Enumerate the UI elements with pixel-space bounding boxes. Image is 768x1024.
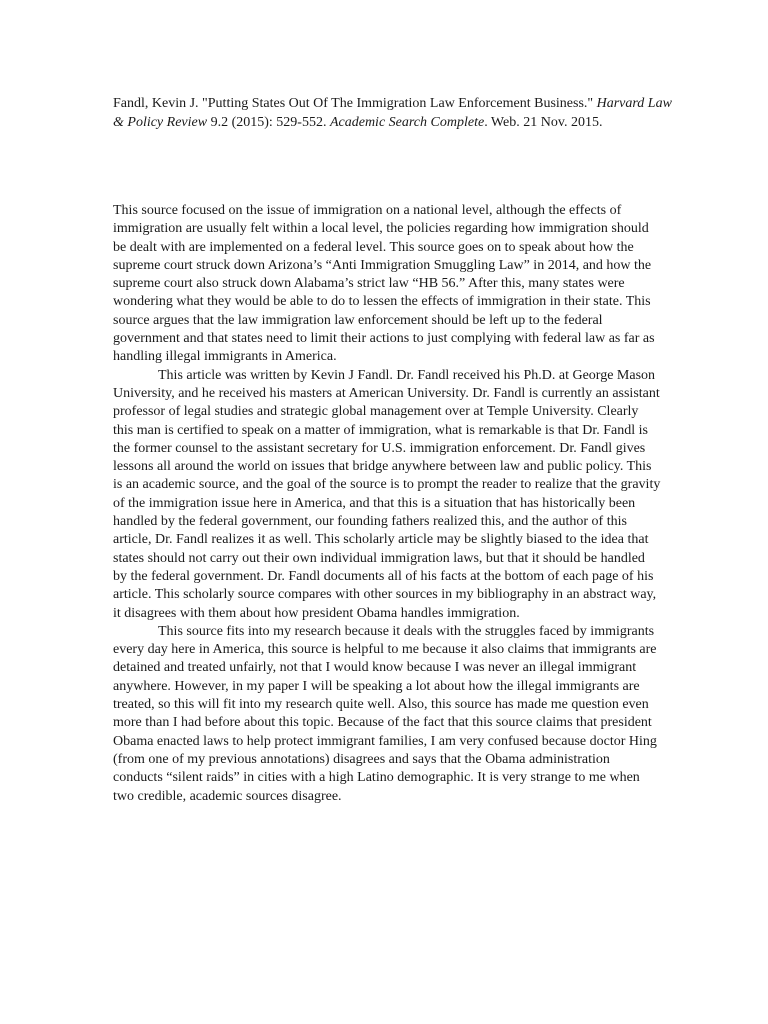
paragraph-reflection: This source fits into my research because it deals with the struggles faced by immigrants every day here in America, this source is helpful to me because it also claims that immigrants are detained and treated unfairly, not that I would know because I was never an illegal immigrant anywhere. However, in my paper I will be speaking a lot about how the illegal immigrants are treated, so this will fit into my research quite well. Also, this source has made me question even more than I had before about this topic. Because of the fact that this source claims that president Obama enacted laws to help protect immigrant families, I am very confused because doctor Hing (from one of my previous annotations) disagrees and says that the Obama administration conducts “silent raids” in cities with a high Latino demographic. It is very strange to me when two credible, academic sources disagree.	[113, 623, 657, 804]
annotation-body	[113, 202, 661, 806]
paragraph-evaluation: This article was written by Kevin J Fandl. Dr. Fandl received his Ph.D. at George Mason University, and he received his masters at American University. Dr. Fandl is currently an assistant professor of legal studies and strategic global management over at Temple University. Clearly this man is certified to speak on a matter of immigration, what is remarkable is that Dr. Fandl is the former counsel to the assistant secretary for U.S. immigration enforcement. Dr. Fandl gives lessons all around the world on issues that bridge anywhere between law and public policy. This is an academic source, and the goal of the source is to prompt the reader to realize that the gravity of the immigration issue here in America, and that this is a situation that has historically been handled by the federal government, our founding fathers realized this, and the author of this article, Dr. Fandl realizes it as well. This scholarly article may be slightly biased to the idea that states should not carry out their own individual immigration laws, but that it should be handled by the federal government. Dr. Fandl documents all of his facts at the bottom of each page of his article. This scholarly source compares with other sources in my bibliography in an abstract way, it disagrees with them about how president Obama handles immigration.	[113, 367, 661, 621]
bibliography-citation	[113, 94, 673, 132]
citation-access-date: . Web. 21 Nov. 2015.	[484, 115, 603, 130]
citation-author-title: Fandl, Kevin J. "Putting States Out Of The Immigration Law Enforcement Business."	[113, 96, 597, 111]
paragraph-summary: This source focused on the issue of immigration on a national level, although the effects of immigration are usually felt within a local level, the policies regarding how immigration should be dealt with are implemented on a federal level. This source goes on to speak about how the supreme court struck down Arizona’s “Anti Immigration Smuggling Law” in 2014, and how the supreme court also struck down Alabama’s strict law “HB 56.” After this, many states were wondering what they would be able to do to lessen the effects of immigration in their state. This source argues that the law immigration law enforcement should be left up to the federal government and that states need to limit their actions to just complying with federal law as far as handling illegal immigrants in America.	[113, 203, 655, 365]
citation-database: Academic Search Complete	[329, 115, 485, 130]
citation-journal: Harvard Law & Policy Review	[113, 96, 672, 130]
citation-volume-pages: 9.2 (2015): 529-552.	[207, 115, 330, 130]
